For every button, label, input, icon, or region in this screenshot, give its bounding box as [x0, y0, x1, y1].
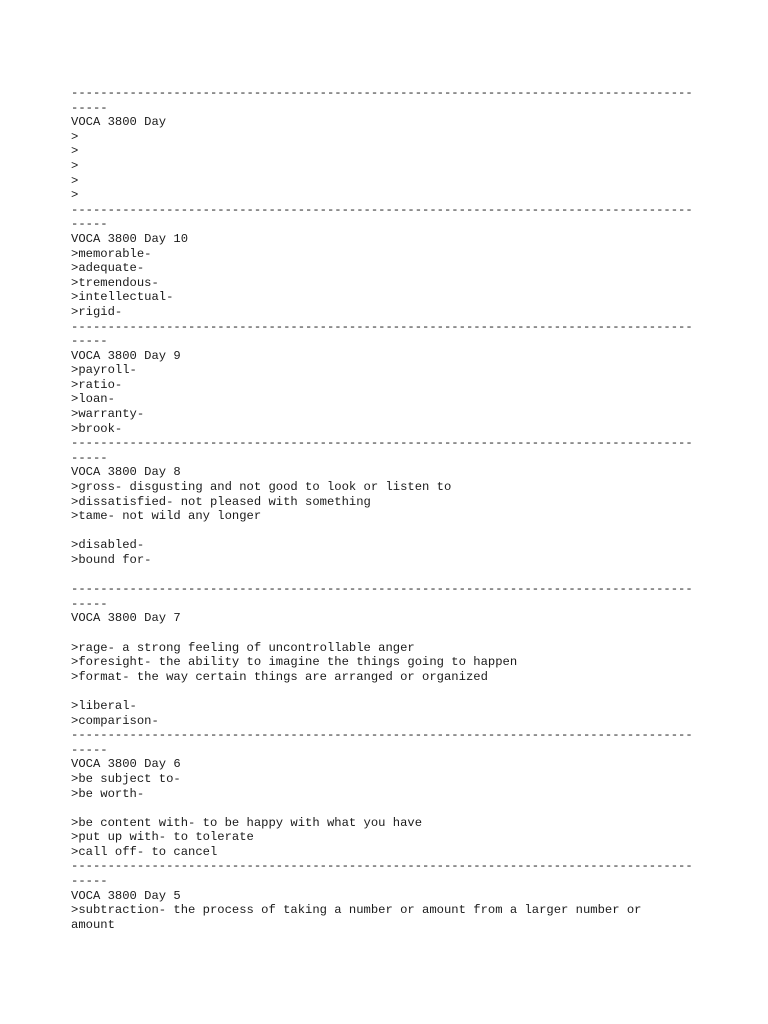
day-heading: VOCA 3800 Day	[71, 115, 167, 130]
separator-line: -----	[71, 450, 108, 465]
separator-line: -------------------------------------------------------------------------------------	[71, 436, 693, 451]
vocab-entry: >comparison-	[71, 713, 159, 728]
separator-line: -----	[71, 874, 108, 889]
vocab-entry: >rigid-	[71, 304, 123, 319]
vocab-entry: >ratio-	[71, 377, 123, 392]
vocab-entry: >disabled-	[71, 538, 145, 553]
vocab-entry: >call off- to cancel	[71, 844, 218, 859]
vocab-entry: >	[71, 158, 79, 173]
day-heading: VOCA 3800 Day 6	[71, 757, 181, 772]
vocab-entry: >liberal-	[71, 698, 137, 713]
day-heading: VOCA 3800 Day 5	[71, 888, 181, 903]
separator-line: -------------------------------------------------------------------------------------	[71, 86, 693, 100]
vocab-entry: >intellectual-	[71, 290, 174, 305]
document-body	[71, 86, 768, 932]
blank-line	[71, 568, 768, 583]
blank-line	[71, 626, 768, 641]
separator-line: -----	[71, 217, 108, 232]
vocab-entry: >brook-	[71, 421, 123, 436]
vocab-entry: >loan-	[71, 392, 115, 407]
vocab-entry: >adequate-	[71, 261, 145, 276]
vocab-entry: >foresight- the ability to imagine the things going to happen	[71, 655, 518, 670]
separator-line: -------------------------------------------------------------------------------------	[71, 582, 693, 597]
vocab-entry: >format- the way certain things are arranged or organized	[71, 669, 488, 684]
blank-line	[71, 684, 768, 699]
vocab-entry: >	[71, 129, 79, 144]
vocab-entry: >memorable-	[71, 246, 152, 261]
vocab-entry: >warranty-	[71, 407, 145, 422]
vocab-entry: >gross- disgusting and not good to look or listen to	[71, 480, 452, 495]
blank-line	[71, 524, 768, 539]
text-line: amount	[71, 917, 115, 932]
separator-line: -------------------------------------------------------------------------------------	[71, 859, 693, 874]
blank-line	[71, 801, 768, 816]
day-heading: VOCA 3800 Day 9	[71, 348, 181, 363]
separator-line: -----	[71, 742, 108, 757]
vocab-entry: >be subject to-	[71, 771, 181, 786]
vocab-entry: >dissatisfied- not pleased with something	[71, 494, 371, 509]
separator-line: -----	[71, 596, 108, 611]
separator-line: -------------------------------------------------------------------------------------	[71, 319, 693, 334]
vocab-entry: >be worth-	[71, 786, 145, 801]
separator-line: -----	[71, 334, 108, 349]
vocab-entry: >tame- not wild any longer	[71, 509, 262, 524]
vocab-entry: >	[71, 188, 79, 203]
separator-line: -----	[71, 100, 108, 115]
vocab-entry: >bound for-	[71, 553, 152, 567]
separator-line: -------------------------------------------------------------------------------------	[71, 728, 693, 743]
day-heading: VOCA 3800 Day 7	[71, 611, 181, 626]
vocab-entry: >	[71, 144, 79, 159]
separator-line: -------------------------------------------------------------------------------------	[71, 202, 693, 217]
vocab-entry: >rage- a strong feeling of uncontrollable anger	[71, 640, 415, 655]
vocab-entry: >tremendous-	[71, 275, 159, 290]
vocab-entry: >be content with- to be happy with what you have	[71, 815, 423, 830]
vocab-entry: >subtraction- the process of taking a number or amount from a larger number or	[71, 903, 642, 918]
day-heading: VOCA 3800 Day 8	[71, 465, 181, 480]
day-heading: VOCA 3800 Day 10	[71, 231, 189, 246]
vocab-entry: >put up with- to tolerate	[71, 830, 254, 845]
vocab-entry: >	[71, 173, 79, 188]
vocab-entry: >payroll-	[71, 363, 137, 378]
